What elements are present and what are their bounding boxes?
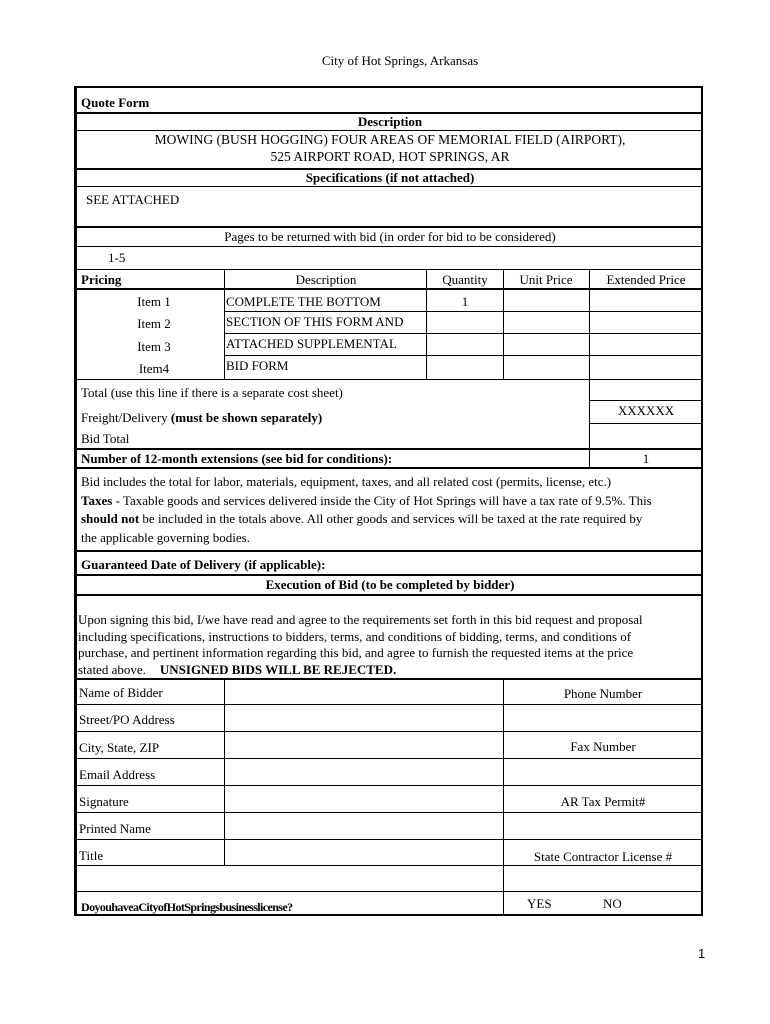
printed-name-label: Printed Name — [79, 821, 151, 836]
divider — [77, 839, 703, 840]
street-label: Street/PO Address — [79, 712, 175, 727]
should-not-label: should not — [81, 511, 140, 526]
item-name: Item 1 — [137, 294, 171, 309]
divider — [589, 400, 703, 401]
notes-paragraph — [81, 473, 701, 547]
divider — [224, 311, 703, 312]
ar-tax-permit-label: AR Tax Permit# — [560, 794, 646, 809]
freight-value: XXXXXX — [617, 403, 675, 418]
item-name: Item4 — [138, 361, 170, 376]
divider — [224, 679, 225, 865]
description-header: Description — [357, 114, 423, 129]
description-line2: 525 AIRPORT ROAD, HOT SPRINGS, AR — [270, 149, 510, 164]
divider — [77, 594, 703, 596]
notes-line — [81, 510, 701, 529]
item-name: Item 2 — [137, 316, 171, 331]
form-title: Quote Form — [81, 95, 150, 110]
specs-header: Specifications (if not attached) — [305, 170, 475, 185]
pricing-label: Pricing — [81, 272, 122, 287]
business-license-question: DoyouhaveaCityofHotSpringsbusinesslicense? — [81, 900, 293, 914]
divider — [77, 130, 703, 131]
divider — [77, 704, 703, 705]
item-description[interactable]: ATTACHED SUPPLEMENTAL — [226, 336, 397, 351]
freight-label — [81, 410, 322, 425]
state-contractor-license-label: State Contractor License # — [533, 849, 673, 864]
pricing-col-description: Description — [295, 272, 357, 287]
divider — [77, 678, 703, 680]
divider — [503, 269, 504, 380]
notes-line — [81, 492, 701, 511]
name-of-bidder-label: Name of Bidder — [79, 685, 163, 700]
divider — [77, 865, 703, 866]
divider — [77, 550, 703, 552]
execution-line4-start: stated above. — [78, 661, 146, 677]
notes-line: Bid includes the total for labor, materials, equipment, taxes, and all related cost (permits, license, etc.) — [81, 474, 612, 489]
should-not-text: be included in the totals above. All other goods and services will be taxed at the rate required by — [139, 511, 643, 526]
divider — [224, 355, 703, 356]
execution-line: Upon signing this bid, I/we have read and agree to the requirements set forth in this bid request and proposal — [78, 612, 643, 627]
divider — [77, 226, 703, 228]
notes-line: the applicable governing bodies. — [81, 529, 250, 545]
pricing-col-extended-price: Extended Price — [606, 272, 686, 287]
taxes-label: Taxes — [81, 492, 113, 508]
execution-line: including specifications, instructions to bidders, terms, and conditions of bidding, terms, and conditions of — [78, 628, 632, 644]
divider — [77, 731, 703, 732]
divider — [77, 467, 703, 469]
divider — [77, 785, 703, 786]
divider — [77, 269, 703, 270]
pricing-col-quantity: Quantity — [442, 272, 488, 287]
fax-number-label: Fax Number — [570, 739, 636, 754]
execution-header: Execution of Bid (to be completed by bidder) — [265, 577, 515, 592]
item-name: Item 3 — [137, 339, 171, 354]
guaranteed-date-label: Guaranteed Date of Delivery (if applicable): — [81, 557, 326, 572]
divider — [77, 288, 703, 290]
divider — [589, 450, 590, 468]
divider — [77, 448, 703, 450]
page-header: City of Hot Springs, Arkansas — [321, 53, 479, 68]
item-description[interactable]: COMPLETE THE BOTTOM — [226, 294, 381, 309]
divider — [589, 423, 703, 424]
pricing-col-unit-price: Unit Price — [519, 272, 573, 287]
extensions-value[interactable]: 1 — [642, 451, 650, 466]
item-quantity[interactable]: 1 — [461, 294, 469, 309]
city-state-zip-label: City, State, ZIP — [79, 740, 160, 755]
execution-line: purchase, and pertinent information regarding this bid, and agree to furnish the requested items at the price — [78, 645, 634, 660]
email-label: Email Address — [79, 767, 156, 782]
item-description[interactable]: BID FORM — [226, 358, 289, 373]
item-description[interactable]: SECTION OF THIS FORM AND — [226, 314, 404, 329]
total-line-label: Total (use this line if there is a separate cost sheet) — [81, 385, 343, 400]
page-number: 1 — [698, 946, 706, 961]
divider — [77, 246, 703, 247]
freight-label-note: (must be shown separately) — [170, 410, 323, 425]
business-license-no[interactable]: NO — [603, 896, 622, 911]
title-label: Title — [79, 848, 104, 863]
pages-value[interactable]: 1-5 — [108, 250, 126, 265]
unsigned-warning: UNSIGNED BIDS WILL BE REJECTED. — [159, 661, 397, 677]
pages-header: Pages to be returned with bid (in order for bid to be considered) — [224, 229, 556, 244]
divider — [224, 333, 703, 334]
divider — [426, 269, 427, 380]
description-line1: MOWING (BUSH HOGGING) FOUR AREAS OF MEMORIAL FIELD (AIRPORT), — [154, 132, 626, 147]
extensions-label: Number of 12-month extensions (see bid for conditions): — [81, 451, 393, 466]
bid-total-label: Bid Total — [81, 431, 130, 446]
divider — [77, 891, 703, 892]
taxes-text: - Taxable goods and services delivered inside the City of Hot Springs will have a tax rate of 9.5%. This — [112, 492, 652, 508]
execution-line — [78, 662, 702, 679]
specs-value[interactable]: SEE ATTACHED — [86, 192, 180, 207]
divider — [77, 186, 703, 187]
divider — [77, 758, 703, 759]
business-license-yes[interactable]: YES — [527, 896, 552, 911]
divider — [77, 574, 703, 576]
signature-label: Signature — [79, 794, 129, 809]
phone-number-label: Phone Number — [563, 686, 643, 701]
divider — [77, 379, 703, 380]
freight-label-text: Freight/Delivery — [81, 410, 171, 425]
divider — [77, 812, 703, 813]
execution-paragraph — [78, 612, 702, 678]
